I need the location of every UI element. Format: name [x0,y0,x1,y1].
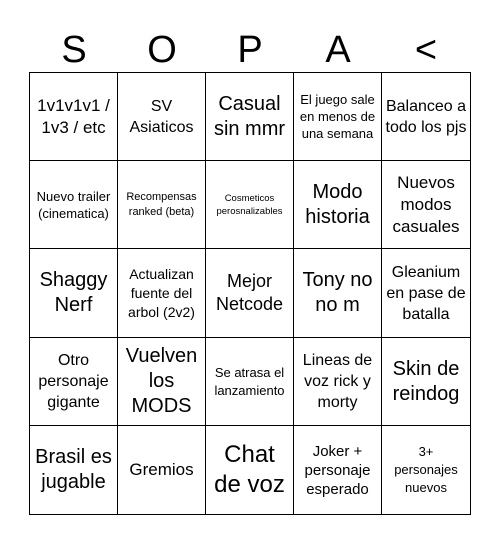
bingo-cell[interactable] [206,73,294,161]
bingo-cell[interactable] [294,161,382,249]
cell-text: Cosmeticos perosnalizables [216,192,283,217]
bingo-cell[interactable] [294,338,382,426]
cell-text: 1v1v1v1 / 1v3 / etc [37,95,110,137]
bingo-cell[interactable] [382,338,470,426]
cell-text: Nuevos modos casuales [392,172,460,236]
cell-text: Gleanium en pase de batalla [386,263,466,323]
bingo-cell[interactable] [30,338,118,426]
cell-text: Lineas de voz rick y morty [302,352,373,411]
header-letter-1: S [61,29,87,71]
header-letter-4: A [325,29,351,71]
cell-text: El juego sale en menos de una semana [299,92,376,141]
bingo-cell[interactable] [30,161,118,249]
bingo-cell[interactable] [118,426,206,514]
cell-text: Nuevo trailer (cinematica) [36,188,111,221]
bingo-cell[interactable] [382,73,470,161]
cell-text: Casual sin mmr [213,92,286,140]
bingo-cell[interactable] [294,426,382,514]
header-letter-5: < [414,29,438,71]
cell-text: Balanceo a todo los pjs [385,97,467,136]
cell-text: Joker + personaje esperado [304,442,371,498]
cell-text: Vuelven los MODS [125,345,198,417]
cell-text: 3+ personajes nuevos [394,444,458,495]
bingo-cell[interactable] [206,338,294,426]
bingo-cell[interactable] [382,161,470,249]
bingo-cell[interactable] [30,426,118,514]
bingo-cell[interactable] [118,73,206,161]
cell-text: Recompensas ranked (beta) [126,190,197,218]
cell-text: Chat de voz [214,441,285,498]
header-letter-3: P [237,29,263,71]
cell-text: Tony no no m [302,269,373,316]
cell-text: Brasil es jugable [35,446,112,493]
bingo-cell[interactable] [382,426,470,514]
bingo-cell[interactable] [382,249,470,338]
cell-text: Skin de reindog [392,357,460,405]
cell-text: Se atrasa el lanzamiento [214,364,285,398]
bingo-cell[interactable] [118,249,206,338]
bingo-cell[interactable] [30,73,118,161]
cell-text: Shaggy Nerf [39,269,108,316]
bingo-cell[interactable] [294,249,382,338]
bingo-board [29,72,471,515]
bingo-cell[interactable] [206,249,294,338]
cell-text: Gremios [129,460,194,479]
bingo-cell[interactable] [294,73,382,161]
cell-text: Modo historia [305,180,370,228]
bingo-header [30,28,470,72]
header-letter-2: O [147,29,177,71]
bingo-cell[interactable] [30,249,118,338]
cell-text: SV Asiaticos [129,97,194,136]
cell-text: Otro personaje gigante [38,352,109,411]
bingo-cell[interactable] [206,426,294,514]
cell-text: Actualizan fuente del arbol (2v2) [128,265,195,320]
cell-text: Mejor Netcode [215,271,284,314]
bingo-cell[interactable] [206,161,294,249]
bingo-cell[interactable] [118,161,206,249]
bingo-cell[interactable] [118,338,206,426]
